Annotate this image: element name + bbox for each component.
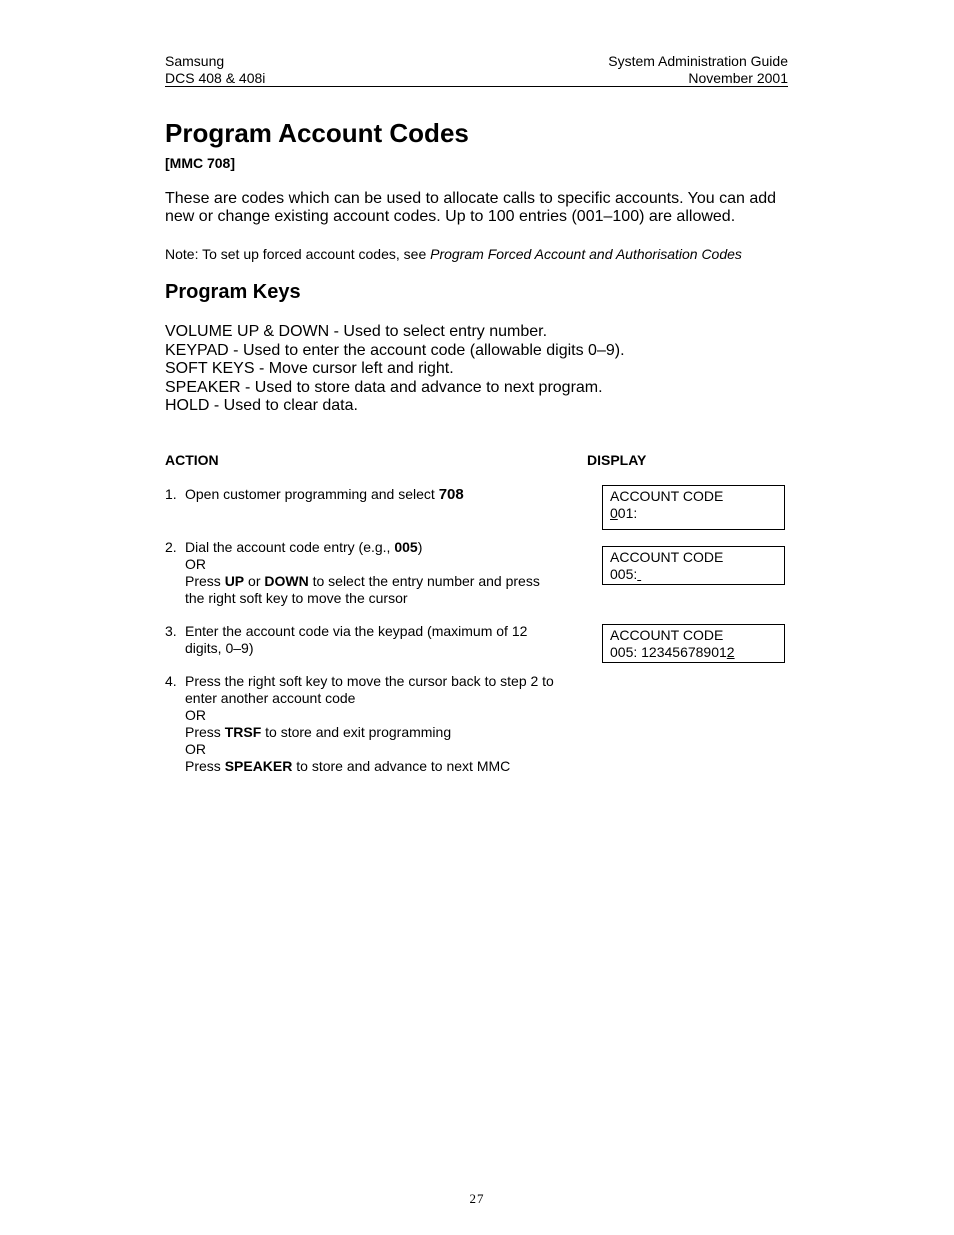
- display-text: 005:: [610, 566, 638, 582]
- step-text: to select the entry number and press: [308, 573, 540, 589]
- mmc-number: 708: [438, 486, 464, 503]
- page-header: [165, 53, 788, 87]
- display-cursor: 2: [726, 644, 735, 660]
- display-text: 01:: [617, 505, 638, 521]
- intro-paragraph: These are codes which can be used to allocate calls to specific accounts. You can add new or change existing account codes. Up to 100 entries (001–100) are allowed.: [165, 190, 777, 225]
- or-text: OR: [185, 556, 206, 572]
- program-key-item: HOLD - Used to clear data.: [165, 397, 358, 414]
- or-text: OR: [185, 707, 206, 723]
- step-number: 3.: [165, 623, 177, 639]
- display-line-1: ACCOUNT CODE: [610, 627, 724, 643]
- program-keys-list: [165, 323, 625, 416]
- display-line-2: [610, 644, 784, 661]
- display-box-2: [602, 546, 785, 585]
- step-text: Open customer programming and select: [185, 486, 439, 502]
- or-text: OR: [185, 741, 206, 757]
- step-text: Press: [185, 573, 225, 589]
- step-bold: SPEAKER: [224, 758, 293, 774]
- step-text: Press: [185, 758, 225, 774]
- step-text: ): [417, 539, 423, 555]
- header-left: [165, 53, 265, 87]
- note: [165, 246, 742, 263]
- program-key-item: SPEAKER - Used to store data and advance to next program.: [165, 378, 603, 396]
- display-line-2: [610, 566, 784, 583]
- program-key-item: KEYPAD - Used to enter the account code (allowable digits 0–9).: [165, 341, 625, 359]
- step-text: or: [244, 573, 265, 589]
- note-reference: Program Forced Account and Authorisation Codes: [430, 246, 742, 262]
- header-right: [608, 53, 788, 87]
- display-cursor: [637, 566, 641, 582]
- display-cursor: 0: [610, 505, 618, 521]
- page-title: Program Account Codes: [165, 118, 469, 148]
- step-number: 1.: [165, 486, 177, 502]
- header-date: November 2001: [688, 70, 788, 86]
- step-text: Press: [185, 724, 225, 740]
- step-text: Dial the account code entry (e.g.,: [185, 539, 395, 555]
- display-text: 005: 12345678901: [610, 644, 727, 660]
- step-text: Press the right soft key to move the cursor back to step 2 to: [185, 673, 554, 689]
- step-text: to store and exit programming: [261, 724, 452, 740]
- step-number: 4.: [165, 673, 177, 689]
- note-prefix: Note: To set up forced account codes, see: [165, 246, 431, 262]
- step-bold: 005: [394, 539, 418, 555]
- display-line-2: [610, 505, 784, 522]
- step-bold: DOWN: [264, 573, 309, 589]
- header-model: DCS 408 & 408i: [165, 70, 266, 86]
- program-key-item: VOLUME UP & DOWN - Used to select entry number.: [165, 323, 548, 340]
- step-text: the right soft key to move the cursor: [185, 590, 408, 606]
- step-text: Enter the account code via the keypad (maximum of 12: [185, 623, 528, 639]
- step-text: digits, 0–9): [185, 640, 254, 656]
- display-box-3: [602, 624, 785, 663]
- mmc-code: [MMC 708]: [165, 155, 236, 171]
- step-text: enter another account code: [185, 690, 356, 706]
- step-number: 2.: [165, 539, 177, 555]
- page-number: 27: [469, 1191, 485, 1206]
- program-key-item: SOFT KEYS - Move cursor left and right.: [165, 360, 454, 377]
- display-column-header: DISPLAY: [587, 452, 647, 468]
- step-text: to store and advance to next MMC: [292, 758, 511, 774]
- header-company: Samsung: [165, 53, 225, 69]
- display-line-1: ACCOUNT CODE: [610, 488, 724, 504]
- action-column-header: ACTION: [165, 452, 219, 468]
- header-guide: System Administration Guide: [608, 53, 788, 69]
- display-box-1: [602, 485, 785, 530]
- step-bold: TRSF: [224, 724, 262, 740]
- program-keys-heading: Program Keys: [165, 281, 301, 303]
- display-line-1: ACCOUNT CODE: [610, 549, 724, 565]
- step-bold: UP: [224, 573, 245, 589]
